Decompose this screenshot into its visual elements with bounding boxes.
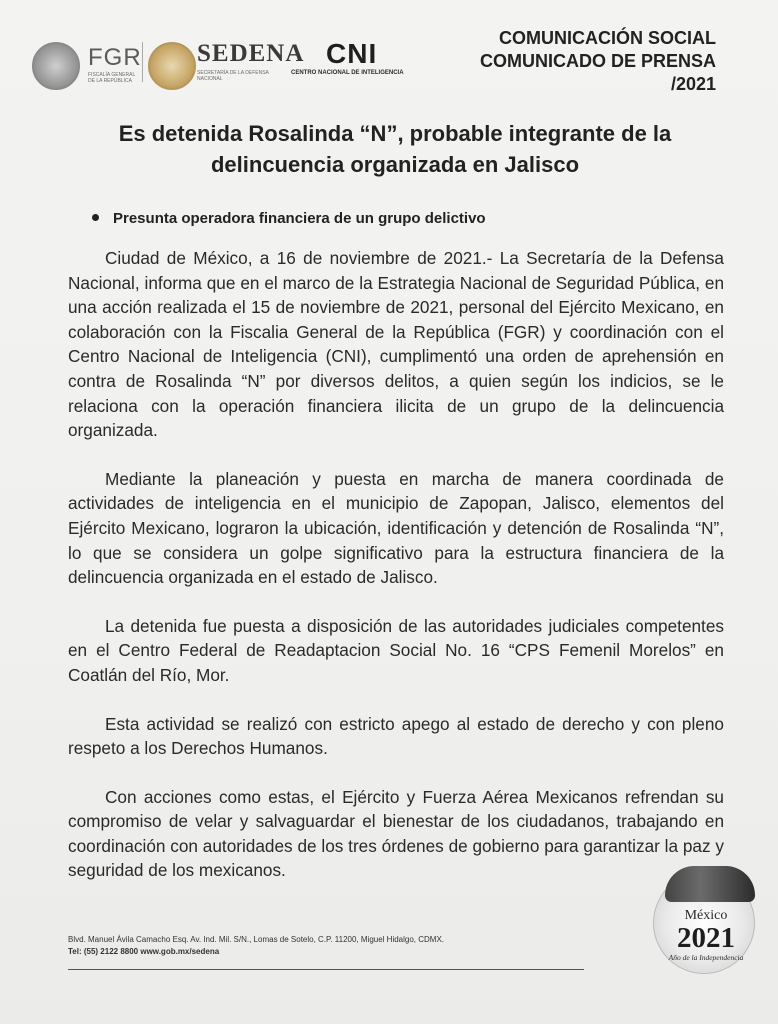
emblem-motto: Año de la Independencia (668, 953, 744, 962)
footer (68, 934, 444, 958)
footer-contact: Tel: (55) 2122 8800 www.gob.mx/sedena (68, 947, 220, 956)
paragraph-3: La detenida fue puesta a disposición de las autoridades judiciales competentes en el Centro Federal de Readaptacion Social No. 16 “CPS Femenil Morelos” en Coatlán del Río, Mor. (68, 615, 724, 685)
doc-number: /2021 (670, 74, 716, 94)
emblem-country: México (684, 908, 728, 923)
doc-type-label: COMUNICADO DE PRENSA (479, 51, 716, 71)
mexico-coat-of-arms-icon (32, 42, 80, 90)
body-text (68, 246, 724, 907)
bullet-point (92, 210, 486, 227)
footer-address: Blvd. Manuel Ávila Camacho Esq. Av. Ind. Mil. S/N., Lomas de Sotelo, C.P. 11200, Miguel Hidalgo, CDMX. (68, 935, 445, 944)
paragraph-4: Esta actividad se realizó con estricto apego al estado de derecho y con pleno respeto a los Derechos Humanos. (68, 713, 724, 759)
footer-divider (68, 969, 584, 970)
bullet-icon (92, 214, 99, 221)
section-label: COMUNICACIÓN SOCIAL (499, 28, 716, 48)
bullet-text: Presunta operadora financiera de un grupo delictivo (113, 210, 486, 227)
independence-year-emblem (645, 866, 765, 982)
fgr-logo: FGR (88, 44, 142, 71)
sedena-seal-icon (148, 42, 196, 90)
paragraph-1: Ciudad de México, a 16 de noviembre de 2021.- La Secretaría de la Defensa Nacional, informa que en el marco de la Estrategia Nacional de Seguridad Pública, en una acción realizada el 15 de noviembre de 2021, personal del Ejército Mexicano, en colaboración con la Fiscalia General de la República (FGR) y coordinación con el Centro Nacional de Inteligencia (CNI), cumplimentó una orden de aprehensión en contra de Rosalinda “N” por diversos delitos, a quien según los indicios, se le relaciona con la operación financiera ilicita de un grupo de la delincuencia organizada. (68, 248, 724, 441)
sedena-logo-subtitle: SECRETARÍA DE LA DEFENSA NACIONAL (197, 70, 269, 82)
cni-logo: CNI (326, 38, 378, 69)
fgr-logo-subtitle: FISCALÍA GENERAL DE LA REPÚBLICA (88, 72, 136, 84)
paragraph-5: Con acciones como estas, el Ejército y Fuerza Aérea Mexicanos refrendan su compromiso de velar y salvaguardar el bienestar de los ciudadanos, trabajando en coordinación con autoridades de los tres órdenes de gobierno para garantizar la paz y seguridad de los mexicanos. (68, 786, 724, 881)
serpent-head-icon (665, 866, 755, 902)
header-block (480, 27, 716, 96)
page-title: Es detenida Rosalinda “N”, probable integrante de la delincuencia organizada en Jalisco (118, 121, 672, 177)
cni-logo-subtitle: CENTRO NACIONAL DE INTELIGENCIA (291, 70, 404, 76)
emblem-year: 2021 (677, 922, 735, 954)
sedena-logo: SEDENA (197, 40, 305, 67)
header-logos (32, 38, 432, 94)
paragraph-2: Mediante la planeación y puesta en marcha de manera coordinada de actividades de inteligencia en el municipio de Zapopan, Jalisco, elementos del Ejército Mexicano, lograron la ubicación, identificación y detención de Rosalinda “N”, lo que se considera un golpe significativo para la estructura financiera de la delincuencia organizada en el estado de Jalisco. (68, 468, 724, 588)
